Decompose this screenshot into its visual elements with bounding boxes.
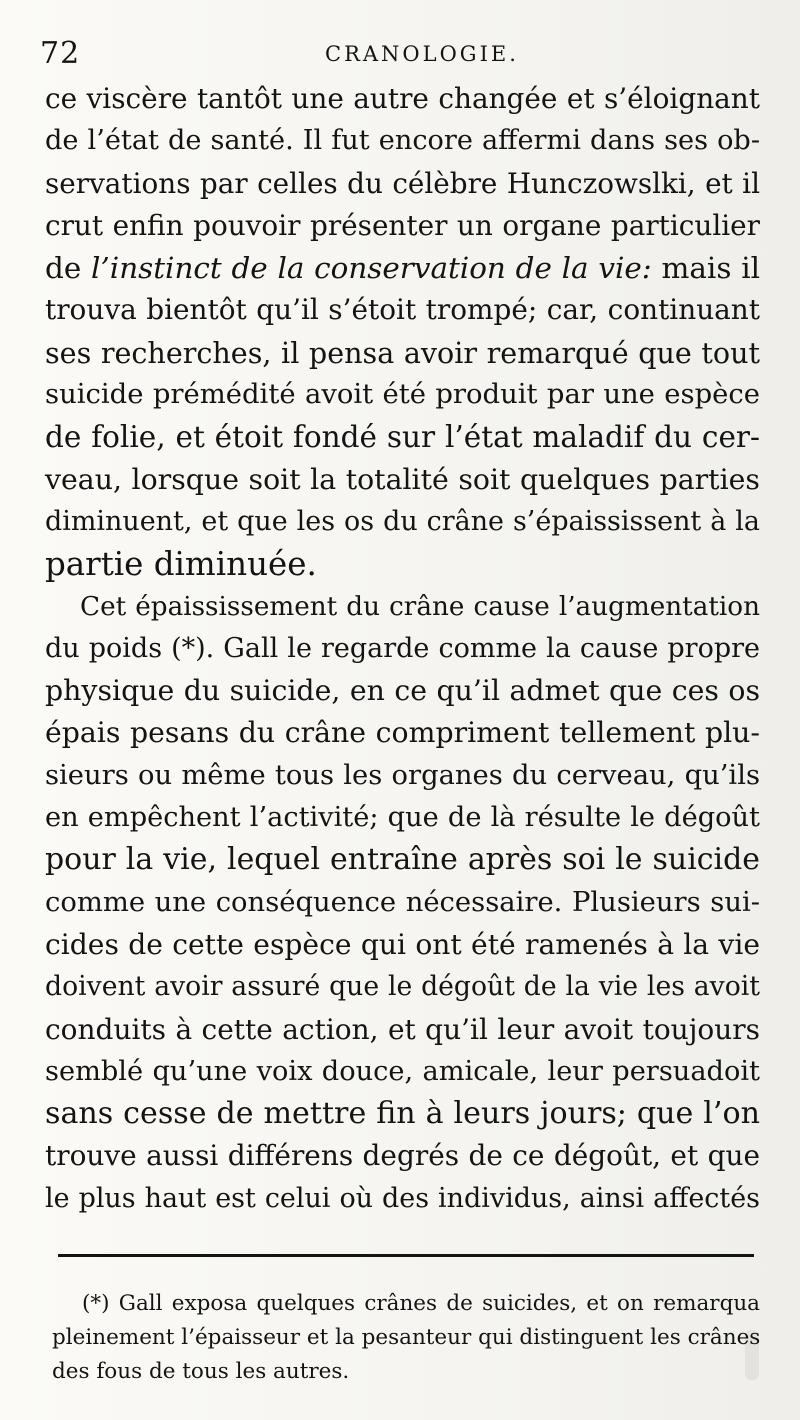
running-head [40, 36, 758, 76]
text-line: semblé qu’une voix douce, amicale, leur persuadoit [45, 1055, 760, 1087]
footnote [52, 1287, 760, 1389]
text-line: partie diminuée. [45, 545, 317, 584]
text-line: servations par celles du célèbre Hunczowslki, et il [45, 166, 760, 200]
text-line: sieurs ou même tous les organes du cerveau, qu’ils [45, 759, 760, 791]
text-fragment: de [45, 251, 82, 286]
text-line: pour la vie, lequel entraîne après soi le suicide [45, 842, 760, 878]
text-line: de folie, et étoit fondé sur l’état maladif du cer- [45, 420, 760, 455]
footnote-line: des fous de tous les autres. [52, 1359, 350, 1384]
footnote-rule [58, 1254, 754, 1257]
text-line: suicide prémédité avoit été produit par une espèce [45, 379, 760, 411]
text-line: cides de cette espèce qui ont été ramenés à la vie [45, 927, 760, 961]
text-line: comme une conséquence nécessaire. Plusieurs sui- [45, 886, 760, 918]
running-title: CRANOLOGIE. [325, 42, 519, 66]
text-line: épais pesans du crâne compriment tellement plu- [45, 716, 760, 750]
text-line: ce viscère tantôt une autre changée et s’éloignant [45, 82, 760, 115]
text-line: du poids (*). Gall le regarde comme la cause propre [45, 632, 760, 664]
text-line: trouve aussi différens degrés de ce dégoût, et que [45, 1139, 760, 1173]
footnote-line: pleinement l’épaisseur et la pesanteur qui distinguent les crânes [52, 1325, 761, 1350]
text-line: crut enfin pouvoir présenter un organe particulier [45, 208, 760, 242]
text-line: doivent avoir assuré que le dégoût de la vie les avoit [45, 971, 760, 1003]
text-fragment: mais il [661, 251, 761, 286]
text-line: trouva bientôt qu’il s’étoit trompé; car, continuant [45, 293, 760, 327]
text-line: sans cesse de mettre fin à leurs jours; que l’on [45, 1096, 760, 1132]
text-line: ses recherches, il pensa avoir remarqué que tout [45, 335, 760, 370]
body-text [45, 78, 760, 1220]
italic-phrase: l’instinct de la conservation de la vie: [91, 251, 652, 286]
text-line: veau, lorsque soit la totalité soit quelques parties [45, 462, 760, 496]
text-line: le plus haut est celui où des individus, ainsi affectés [45, 1182, 760, 1214]
page-number: 72 [40, 36, 81, 71]
footnote-line: (*) Gall exposa quelques crânes de suicides, et on remarqua [82, 1291, 760, 1316]
text-line: diminuent, et que les os du crâne s’épaississent à la [45, 505, 760, 537]
text-line: physique du suicide, en ce qu’il admet que ces os [45, 674, 760, 708]
text-line: en empêchent l’activité; que de là résulte le dégoût [45, 802, 760, 834]
text-line: Cet épaississement du crâne cause l’augmentation [80, 591, 760, 622]
paper-smudge [745, 1330, 759, 1380]
text-line: conduits à cette action, et qu’il leur avoit toujours [45, 1012, 760, 1046]
text-line: de l’état de santé. Il fut encore affermi dans ses ob- [45, 125, 760, 157]
text-line [45, 247, 760, 289]
